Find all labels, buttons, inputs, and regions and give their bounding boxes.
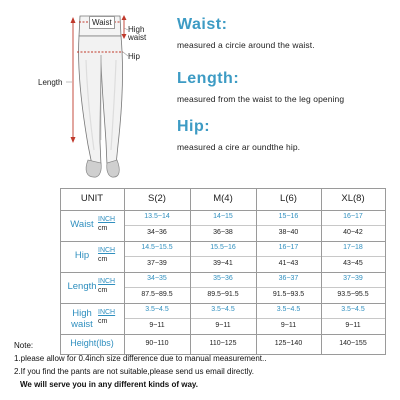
row-label-length: Length (67, 281, 97, 292)
cell: 9~11 (149, 322, 165, 329)
cell: 34~35 (147, 275, 167, 282)
unit-inch-label: INCH (98, 247, 116, 254)
waist-description: measured a circie around the waist. (177, 40, 315, 50)
cell: 41~43 (278, 260, 299, 267)
cell: 93.5~95.5 (337, 291, 369, 298)
cell: 3.5~4.5 (145, 306, 169, 313)
cell: 9~11 (280, 322, 297, 329)
header-size-l: L(6) (280, 193, 297, 204)
row-label-weight: Height(lbs) (70, 338, 114, 348)
note-heading: Note: (14, 341, 34, 350)
cell: 87.5~89.5 (141, 291, 173, 298)
waist-callout: Waist (89, 16, 115, 29)
cell: 3.5~4.5 (341, 306, 365, 313)
cell: 35~36 (213, 275, 233, 282)
header-size-xl: XL(8) (341, 193, 365, 204)
note-line-2: 2.If you find the pants are not suitable,please send us email directly. (14, 367, 254, 376)
hip-title: Hip: (177, 118, 211, 135)
unit-pair (98, 277, 115, 295)
hip-callout: Hip (128, 52, 141, 61)
unit-cm-label: cm (98, 225, 108, 232)
cell: 3.5~4.5 (211, 306, 235, 313)
header-size-m: M(4) (213, 193, 233, 204)
length-callout: Length (38, 78, 63, 87)
waist-title: Waist: (177, 16, 228, 33)
hip-description: measured a cire ar oundthe hip. (177, 142, 301, 152)
unit-pair (98, 308, 115, 326)
leggings-illustration (0, 0, 170, 180)
cell: 14~15 (213, 213, 233, 220)
header-unit: UNIT (80, 193, 104, 204)
cell: 36~37 (278, 275, 299, 282)
unit-inch-label: INCH (98, 216, 116, 223)
row-label-hip: Hip (74, 250, 90, 261)
unit-inch-label: INCH (98, 278, 116, 285)
cell: 14.5~15.5 (141, 244, 173, 251)
cell: 15.5~16 (210, 244, 236, 251)
length-title: Length: (177, 70, 240, 87)
cell: 17~18 (343, 244, 363, 251)
unit-inch-label: INCH (98, 309, 116, 316)
row-label-waist: Waist (70, 219, 94, 230)
cell: 110~125 (209, 340, 237, 347)
cell: 39~41 (213, 260, 233, 267)
size-chart-table (60, 188, 386, 366)
note-line-3: We will serve you in any different kinds of way. (20, 380, 198, 389)
cell: 140~155 (339, 340, 367, 347)
cell: 89.5~91.5 (207, 291, 239, 298)
cell: 38~40 (278, 229, 299, 236)
cell: 37~39 (343, 275, 363, 282)
cell: 3.5~4.5 (276, 306, 301, 313)
header-size-s: S(2) (148, 193, 166, 204)
cell: 91.5~93.5 (272, 291, 305, 298)
cell: 37~39 (147, 260, 167, 267)
cell: 43~45 (343, 260, 363, 267)
row-label-high-waist: High waist (71, 308, 93, 330)
unit-cm-label: cm (98, 318, 108, 325)
cell: 13.5~14 (144, 213, 170, 220)
note-line-1: 1.please allow for 0.4inch size difference due to manual measurement.. (14, 354, 267, 363)
unit-pair (98, 246, 115, 264)
unit-cm-label: cm (98, 287, 108, 294)
cell: 16~17 (343, 213, 363, 220)
cell: 90~110 (145, 340, 169, 347)
cell: 125~140 (274, 340, 303, 347)
cell: 9~11 (345, 322, 361, 329)
cell: 9~11 (215, 322, 231, 329)
length-description: measured from the waist to the leg opening (177, 94, 345, 104)
cell: 40~42 (343, 229, 363, 236)
cell: 16~17 (278, 244, 299, 251)
high-waist-callout: High waist (128, 25, 147, 42)
cell: 36~38 (213, 229, 233, 236)
cell: 34~36 (147, 229, 167, 236)
cell: 15~16 (278, 213, 299, 220)
unit-pair (98, 215, 115, 233)
unit-cm-label: cm (98, 256, 108, 263)
